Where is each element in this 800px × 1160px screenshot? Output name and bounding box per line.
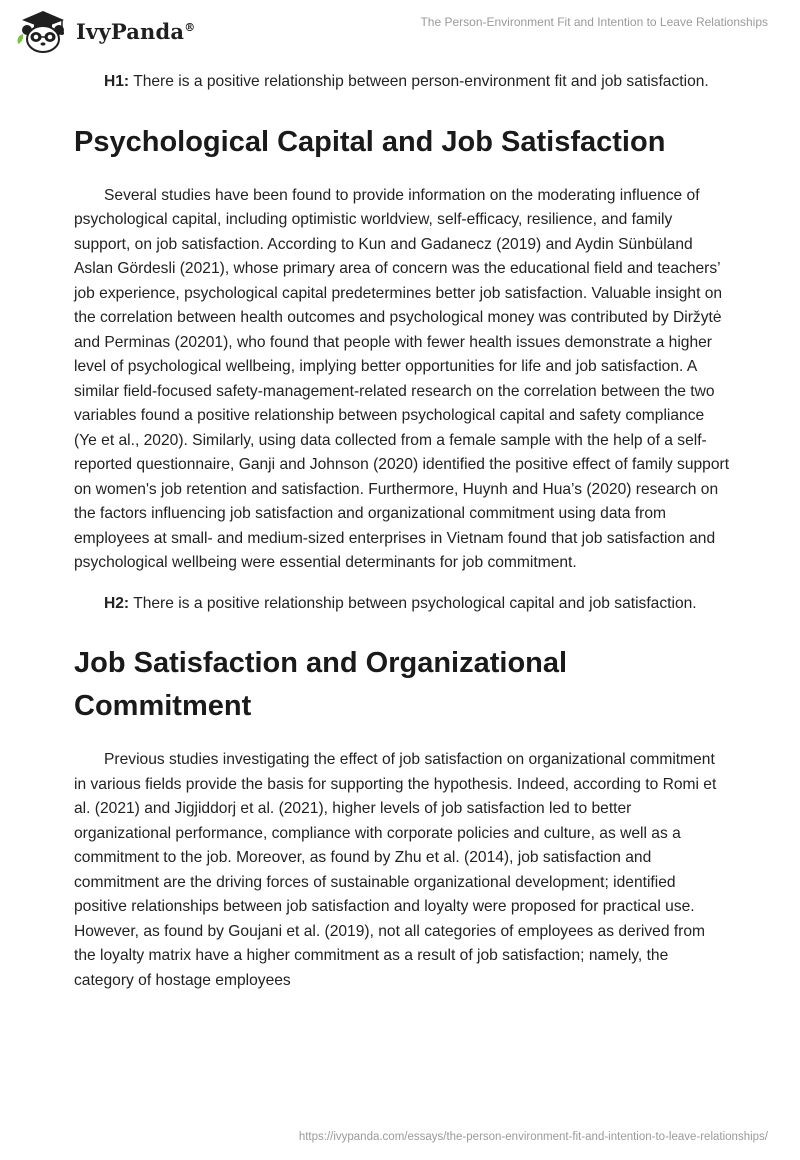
- ivypanda-logo[interactable]: [14, 8, 204, 54]
- page-header: [0, 0, 800, 64]
- document-title: The Person-Environment Fit and Intention to Leave Relationships: [420, 15, 768, 29]
- brand-name: IvyPanda®: [76, 18, 196, 44]
- source-url[interactable]: https://ivypanda.com/essays/the-person-environment-fit-and-intention-to-leave-relationships/: [298, 1131, 768, 1143]
- hypothesis-label: H1:: [104, 73, 130, 90]
- hypothesis-h2: [74, 592, 730, 617]
- paragraph-psychological-capital: Several studies have been found to provide information on the moderating influence of psychological capital, including optimistic worldview, self-efficacy, resilience, and family support, on job satisfaction. According to Kun and Gadanecz (2019) and Aydin Sünbüland Aslan Gördesli (2021), whose primary area of concern was the educational field and teachers’ job experience, psychological capital predetermines better job satisfaction. Valuable insight on the correlation between health outcomes and psychological money was contributed by Diržytė and Perminas (20201), who found that people with fewer health issues demonstrate a higher level of psychological wellbeing, implying better opportunities for life and job satisfaction. A similar field-focused safety-management-related research on the correlation between the two variables found a positive relationship between psychological capital and safety compliance (Ye et al., 2020). Similarly, using data collected from a female sample with the help of a self-reported questionnaire, Ganji and Johnson (2020) identified the positive effect of family support on women's job retention and satisfaction. Furthermore, Huynh and Hua’s (2020) research on the factors influencing job satisfaction and organizational commitment using data from employees at small- and medium-sized enterprises in Vietnam found that job satisfaction and psychological wellbeing were essential determinants for job commitment.: [74, 186, 730, 571]
- panda-graduate-icon: [14, 8, 72, 54]
- hypothesis-label: H2:: [104, 594, 130, 612]
- hypothesis-text: There is a positive relationship between psychological capital and job satisfaction.: [129, 594, 697, 612]
- hypothesis-h1: [74, 70, 730, 95]
- section-heading-psychological-capital: Psychological Capital and Job Satisfaction: [74, 125, 666, 158]
- section-heading-organizational-commitment: Job Satisfaction and Organizational Commitment: [74, 647, 568, 722]
- hypothesis-text: There is a positive relationship between person-environment fit and job satisfaction.: [129, 73, 709, 90]
- paragraph-organizational-commitment: Previous studies investigating the effect of job satisfaction on organizational commitment in various fields provide the basis for supporting the hypothesis. Indeed, according to Romi et al. (2021) and Jigjiddorj et al. (2021), higher levels of job satisfaction led to better organizational performance, compliance with corporate policies and culture, as well as a commitment to the job. Moreover, as found by Zhu et al. (2014), job satisfaction and commitment are the driving forces of sustainable organizational development; identified positive relationships between job satisfaction and loyalty were proposed for practical use. However, as found by Goujani et al. (2019), not all categories of employees as derived from the loyalty matrix have a higher commitment as a result of job satisfaction; namely, the category of hostage employees: [74, 751, 717, 989]
- article-body: [74, 70, 730, 1001]
